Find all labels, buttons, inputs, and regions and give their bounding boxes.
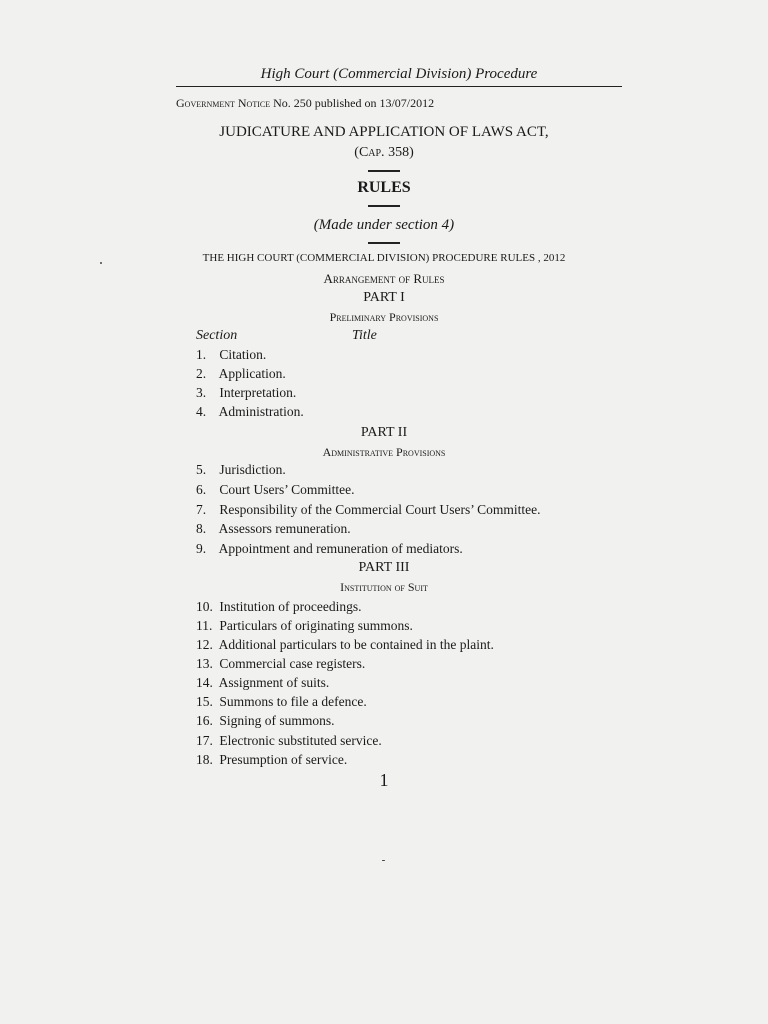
rules-heading: RULES — [357, 179, 411, 196]
cap-label: Cap. — [358, 145, 385, 160]
column-head-title: Title — [352, 328, 377, 343]
list-item — [196, 462, 286, 478]
item-number: 5. — [196, 462, 207, 477]
list-item — [196, 347, 266, 363]
item-number: 10. — [196, 599, 213, 614]
item-text: Application. — [218, 366, 286, 381]
list-item — [196, 713, 335, 729]
list-item — [196, 733, 382, 749]
divider-rule — [368, 170, 400, 172]
item-number: 14. — [196, 675, 213, 690]
list-item — [196, 366, 286, 382]
list-item — [196, 482, 354, 498]
item-text: Court Users’ Committee. — [219, 482, 355, 497]
list-item — [196, 385, 296, 401]
item-text: Summons to file a defence. — [219, 694, 367, 709]
item-text: Commercial case registers. — [219, 656, 366, 671]
page-number: 1 — [379, 770, 389, 790]
item-number: 7. — [196, 502, 207, 517]
item-text: Institution of proceedings. — [219, 599, 362, 614]
item-number: 3. — [196, 385, 207, 400]
divider-rule — [368, 242, 400, 244]
item-number: 1. — [196, 347, 207, 362]
item-number: 4. — [196, 404, 207, 419]
list-item — [196, 404, 304, 420]
part-heading: Institution of Suit — [340, 580, 428, 594]
item-number: 18. — [196, 752, 213, 767]
item-number: 17. — [196, 733, 213, 748]
item-text: Interpretation. — [219, 385, 297, 400]
item-text: Electronic substituted service. — [219, 733, 382, 748]
list-item — [196, 656, 365, 672]
item-number: 12. — [196, 637, 213, 652]
item-text: Assessors remuneration. — [218, 521, 351, 536]
column-head-section: Section — [196, 328, 238, 343]
list-item — [196, 599, 361, 615]
item-text: Additional particulars to be contained in the plaint. — [218, 637, 494, 652]
part-heading: Administrative Provisions — [322, 445, 446, 459]
list-item — [196, 521, 351, 537]
header-rule — [176, 86, 622, 87]
list-item — [196, 675, 329, 691]
item-number: 8. — [196, 521, 207, 536]
item-number: 16. — [196, 713, 213, 728]
item-text: Jurisdiction. — [219, 462, 286, 477]
item-text: Administration. — [218, 404, 304, 419]
item-number: 15. — [196, 694, 213, 709]
item-text: Signing of summons. — [219, 713, 335, 728]
item-text: Assignment of suits. — [218, 675, 330, 690]
item-text: Particulars of originating summons. — [219, 618, 413, 633]
item-number: 2. — [196, 366, 207, 381]
list-item — [196, 637, 494, 653]
list-item — [196, 541, 463, 557]
government-notice — [176, 96, 434, 111]
part-label: PART III — [358, 560, 410, 575]
list-item — [196, 502, 540, 518]
list-item — [196, 694, 367, 710]
notice-text: No. 250 published on 13/07/2012 — [273, 96, 435, 110]
cap-number: 358) — [388, 145, 414, 160]
list-item — [196, 752, 347, 768]
item-text: Responsibility of the Commercial Court Users’ Committee. — [219, 502, 541, 517]
rules-full-title: THE HIGH COURT (COMMERCIAL DIVISION) PROCEDURE RULES , 2012 — [202, 252, 566, 264]
part-label: PART I — [363, 290, 405, 305]
made-under-line: (Made under section 4) — [313, 217, 455, 233]
running-header: High Court (Commercial Division) Procedure — [260, 66, 538, 82]
divider-rule — [368, 205, 400, 207]
act-title: JUDICATURE AND APPLICATION OF LAWS ACT, — [219, 124, 549, 140]
item-text: Citation. — [219, 347, 267, 362]
act-chapter: (Cap. 358) — [354, 145, 414, 160]
part-heading: Preliminary Provisions — [329, 310, 439, 324]
item-text: Presumption of service. — [219, 752, 348, 767]
item-text: Appointment and remuneration of mediators. — [218, 541, 463, 556]
item-number: 9. — [196, 541, 207, 556]
item-number: 13. — [196, 656, 213, 671]
notice-label: Government Notice — [176, 96, 271, 110]
arrangement-heading: Arrangement of Rules — [323, 271, 445, 286]
item-number: 6. — [196, 482, 207, 497]
scan-speck — [382, 860, 385, 861]
list-item — [196, 618, 413, 634]
item-number: 11. — [196, 618, 213, 633]
part-label: PART II — [360, 425, 408, 440]
